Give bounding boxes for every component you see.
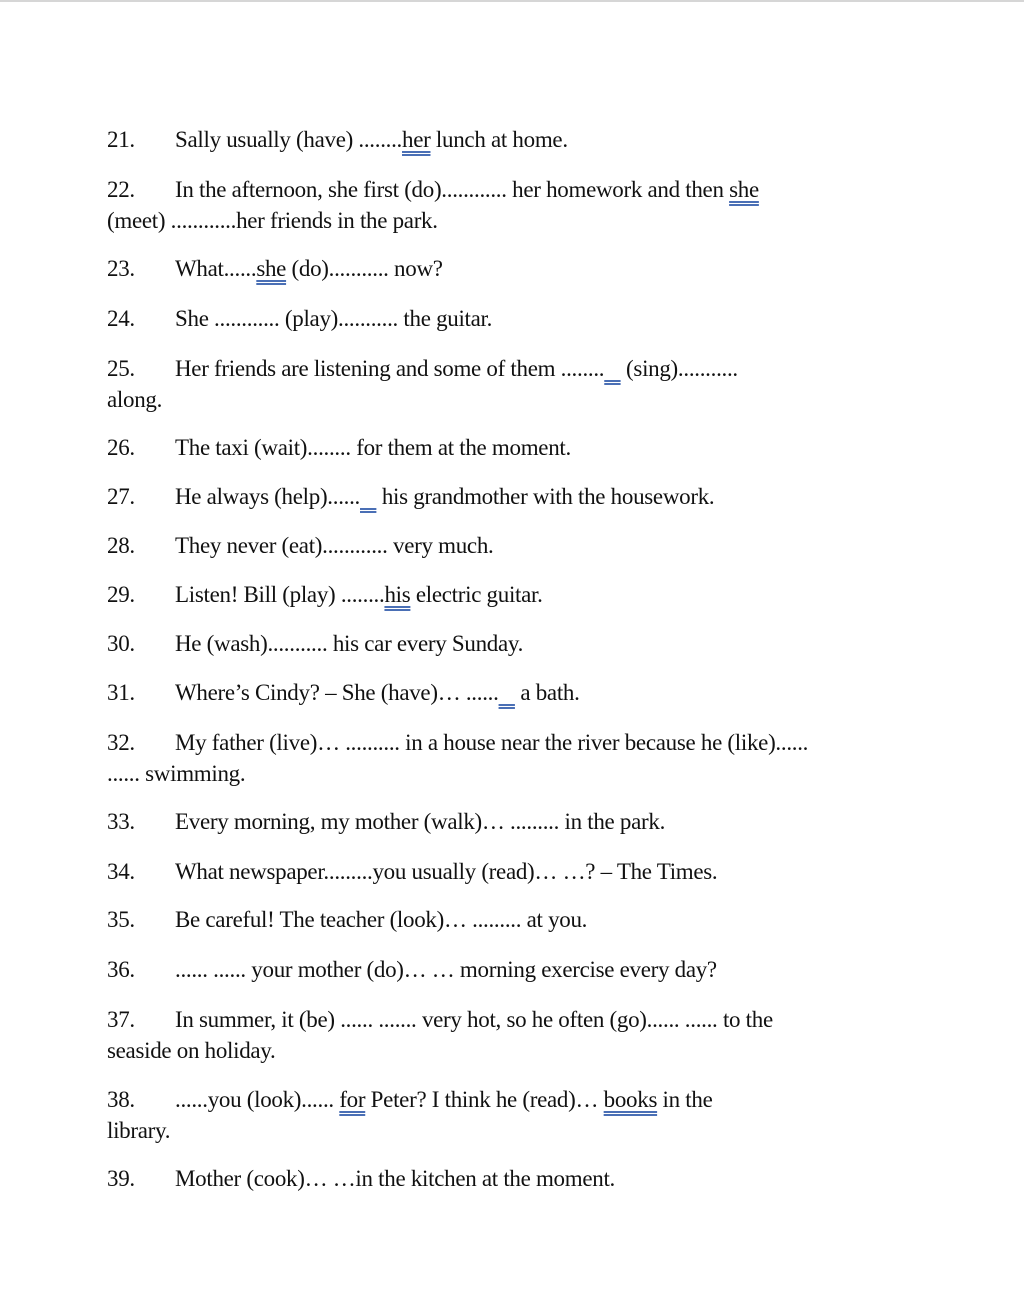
exercise-item-34	[107, 856, 907, 887]
exercise-item-25	[107, 353, 907, 415]
item-number: 22.	[107, 177, 135, 202]
exercise-item-23	[107, 253, 907, 284]
item-text: Where’s Cindy? – She (have)… ......	[175, 680, 499, 705]
exercise-item-24	[107, 303, 907, 334]
underlined-word: she	[256, 256, 287, 281]
item-text: in the	[657, 1087, 713, 1112]
item-number: 39.	[107, 1166, 135, 1191]
item-number: 31.	[107, 680, 135, 705]
item-text: his grandmother with the housework.	[376, 484, 715, 509]
item-number: 23.	[107, 256, 135, 281]
exercise-item-33	[107, 806, 907, 837]
item-text: (sing)...........	[620, 356, 738, 381]
item-text: He always (help)......	[175, 484, 361, 509]
underlined-word: she	[729, 177, 759, 202]
item-text: She ............ (play)........... the guitar.	[175, 306, 493, 331]
underlined-blank	[360, 484, 376, 509]
item-number: 26.	[107, 435, 135, 460]
item-text: Her friends are listening and some of them ........	[175, 356, 605, 381]
underlined-word: his	[384, 582, 411, 607]
exercise-item-26	[107, 432, 907, 463]
exercise-item-22	[107, 174, 907, 236]
item-text: along.	[107, 387, 163, 412]
item-number: 38.	[107, 1087, 135, 1112]
item-number: 28.	[107, 533, 135, 558]
item-text: Listen! Bill (play) ........	[175, 582, 385, 607]
item-text: seaside on holiday.	[107, 1038, 276, 1063]
exercise-item-30	[107, 628, 907, 659]
underlined-word: for	[339, 1087, 366, 1112]
item-text: My father (live)… .......... in a house near the river because he (like)......	[175, 730, 809, 755]
item-number: 27.	[107, 484, 135, 509]
underlined-word: her	[402, 127, 431, 152]
item-text: ...... ...... your mother (do)… … morning exercise every day?	[175, 957, 717, 982]
exercise-item-39	[107, 1163, 907, 1194]
exercise-item-29	[107, 579, 907, 610]
item-text: He (wash)........... his car every Sunday.	[175, 631, 524, 656]
item-text: library.	[107, 1118, 171, 1143]
item-text: Be careful! The teacher (look)… ......... at you.	[175, 907, 588, 932]
item-number: 25.	[107, 356, 135, 381]
exercise-item-35	[107, 904, 907, 935]
item-text: a bath.	[514, 680, 580, 705]
item-number: 35.	[107, 907, 135, 932]
item-text: ......you (look)......	[175, 1087, 340, 1112]
item-text: What newspaper.........you usually (read)… …? – The Times.	[175, 859, 718, 884]
exercise-item-32	[107, 727, 907, 789]
exercise-item-38	[107, 1084, 907, 1146]
exercise-item-31	[107, 677, 907, 708]
exercise-item-21	[107, 124, 907, 155]
item-text: electric guitar.	[410, 582, 543, 607]
underlined-word: books	[603, 1087, 658, 1112]
item-text: In the afternoon, she first (do)............ her homework and then	[175, 177, 730, 202]
exercise-item-28	[107, 530, 907, 561]
exercise-item-27	[107, 481, 907, 512]
exercise-item-36	[107, 954, 907, 985]
item-text: They never (eat)............ very much.	[175, 533, 494, 558]
item-text: (do)........... now?	[286, 256, 443, 281]
underlined-blank	[499, 680, 515, 705]
item-number: 33.	[107, 809, 135, 834]
item-text: (meet) ............her friends in the park.	[107, 208, 438, 233]
item-number: 36.	[107, 957, 135, 982]
exercise-item-37	[107, 1004, 907, 1066]
item-text: In summer, it (be) ...... ....... very hot, so he often (go)...... ...... to the	[175, 1007, 773, 1032]
item-number: 30.	[107, 631, 135, 656]
item-text: Peter? I think he (read)…	[365, 1087, 604, 1112]
item-text: What......	[175, 256, 257, 281]
item-number: 24.	[107, 306, 135, 331]
item-text: Sally usually (have) ........	[175, 127, 403, 152]
item-text: Every morning, my mother (walk)… ......... in the park.	[175, 809, 666, 834]
item-number: 32.	[107, 730, 135, 755]
item-number: 34.	[107, 859, 135, 884]
item-number: 21.	[107, 127, 135, 152]
item-text: ...... swimming.	[107, 761, 246, 786]
item-text: The taxi (wait)........ for them at the moment.	[175, 435, 571, 460]
item-text: Mother (cook)… …in the kitchen at the moment.	[175, 1166, 615, 1191]
underlined-blank	[604, 356, 620, 381]
item-text: lunch at home.	[430, 127, 568, 152]
item-number: 29.	[107, 582, 135, 607]
item-number: 37.	[107, 1007, 135, 1032]
